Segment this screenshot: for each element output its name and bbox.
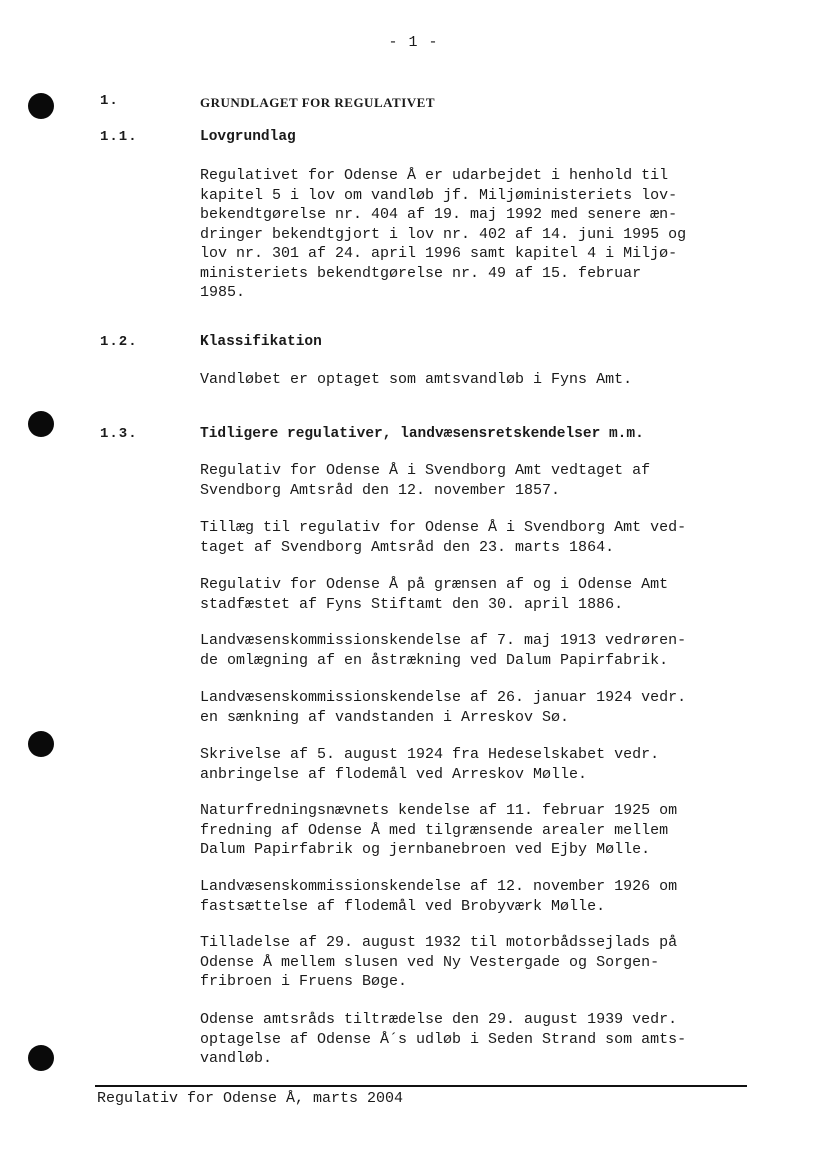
section-1-3-paragraph: Tilladelse af 29. august 1932 til motorbådssejlads på Odense Å mellem slusen ved Ny Vestergade og Sorgen- fribroen i Fruens Bøge. bbox=[200, 934, 678, 990]
section-1-1-title: Lovgrundlag bbox=[200, 129, 296, 145]
section-1-1-text: Regulativet for Odense Å er udarbejdet i henhold til kapitel 5 i lov om vandløb jf. Miljøministeriets lov- bekendtgørelse nr. 404 af 19. maj 1992 med senere æn- dringer bekendtgjort i lov nr. 402 af 14. juni 1995 og lov nr. 301 af 24. april 1996 samt kapitel 4 i Miljø- ministeriets bekendtgørelse nr. 49 af 15. februar 1985. bbox=[200, 167, 687, 301]
section-1-3-paragraph: Regulativ for Odense Å i Svendborg Amt vedtaget af Svendborg Amtsråd den 12. november 1857. bbox=[200, 462, 651, 499]
punch-hole bbox=[28, 93, 54, 119]
section-1-3-paragraph: Landvæsenskommissionskendelse af 26. januar 1924 vedr. en sænkning af vandstanden i Arreskov Sø. bbox=[200, 689, 687, 726]
section-1-3-paragraph: Landvæsenskommissionskendelse af 7. maj 1913 vedrøren- de omlægning af en åstrækning ved Dalum Papirfabrik. bbox=[200, 632, 687, 669]
section-1-title: GRUNDLAGET FOR REGULATIVET bbox=[200, 95, 435, 110]
section-1-3-paragraph: Tillæg til regulativ for Odense Å i Svendborg Amt ved- taget af Svendborg Amtsråd den 23. marts 1864. bbox=[200, 519, 687, 556]
section-1-3-paragraph: Landvæsenskommissionskendelse af 12. november 1926 om fastsættelse af flodemål ved Brobyværk Mølle. bbox=[200, 878, 678, 915]
page-number: - 1 - bbox=[388, 34, 439, 51]
section-1-2-number: 1.2. bbox=[100, 334, 138, 350]
section-1-2-title: Klassifikation bbox=[200, 334, 322, 350]
section-1-3-number: 1.3. bbox=[100, 426, 138, 442]
punch-hole bbox=[28, 731, 54, 757]
section-1-3-title: Tidligere regulativer, landvæsensretskendelser m.m. bbox=[200, 426, 644, 442]
footer-text: Regulativ for Odense Å, marts 2004 bbox=[97, 1090, 404, 1107]
section-1-3-paragraph: Naturfredningsnævnets kendelse af 11. februar 1925 om fredning af Odense Å med tilgrænsende arealer mellem Dalum Papirfabrik og jernbanebroen ved Ejby Mølle. bbox=[200, 802, 678, 858]
punch-hole bbox=[28, 1045, 54, 1071]
section-1-3-paragraph: Odense amtsråds tiltrædelse den 29. august 1939 vedr. optagelse af Odense Å´s udløb i Seden Strand som amts- vandløb. bbox=[200, 1011, 687, 1067]
section-1-3-paragraph: Regulativ for Odense Å på grænsen af og i Odense Amt stadfæstet af Fyns Stiftamt den 30. april 1886. bbox=[200, 576, 669, 613]
footer-divider bbox=[95, 1085, 747, 1087]
section-1-1-number: 1.1. bbox=[100, 129, 138, 145]
section-1-number: 1. bbox=[100, 93, 119, 109]
section-1-2-text: Vandløbet er optaget som amtsvandløb i Fyns Amt. bbox=[200, 371, 633, 388]
punch-hole bbox=[28, 411, 54, 437]
section-1-3-paragraph: Skrivelse af 5. august 1924 fra Hedeselskabet vedr. anbringelse af flodemål ved Arreskov Mølle. bbox=[200, 746, 660, 783]
